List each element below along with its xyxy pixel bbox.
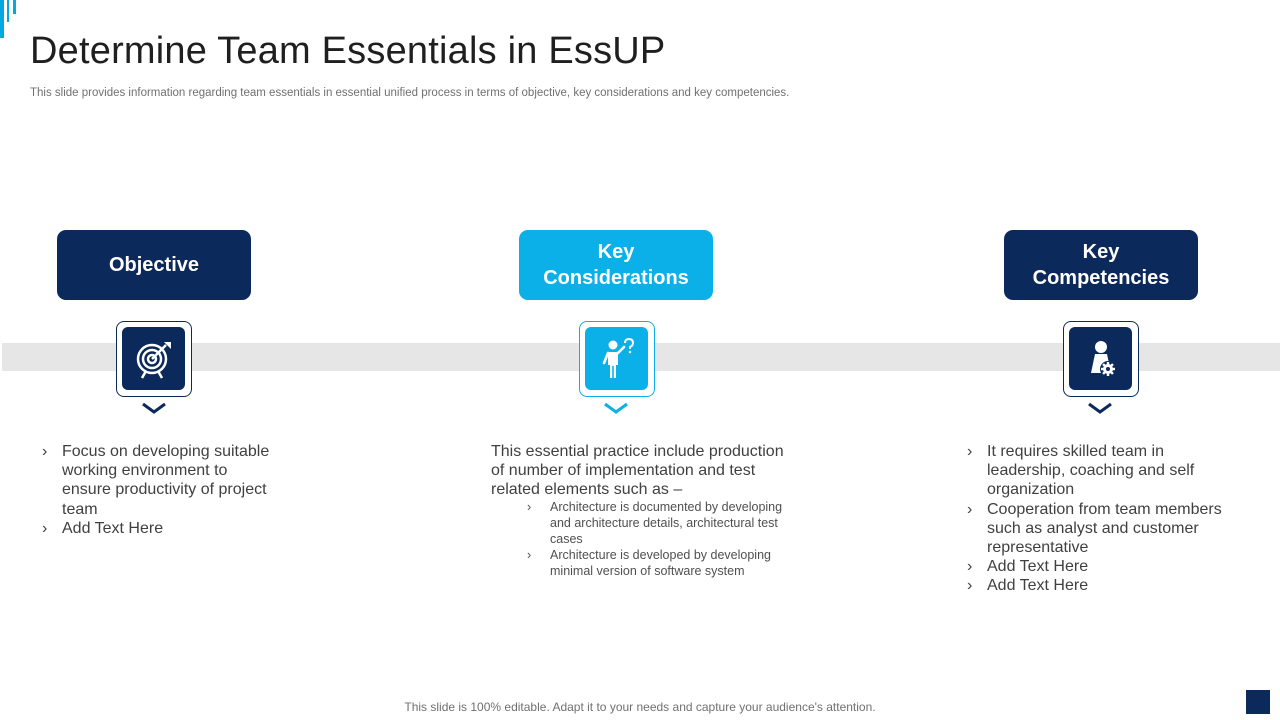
slide-subtitle: This slide provides information regarding team essentials in essential unified process in terms of objective, key considerations and key competencies.: [30, 87, 790, 99]
list-item: › Cooperation from team members such as analyst and customer representative: [967, 500, 1237, 558]
objective-header: [57, 230, 251, 300]
chevron-down-icon: [141, 402, 167, 416]
considerations-header-line2: Considerations: [543, 267, 689, 289]
considerations-icon-frame: [579, 321, 655, 397]
chevron-down-icon: [603, 402, 629, 416]
competencies-icon-frame: [1063, 321, 1139, 397]
accent-bars: [0, 0, 20, 40]
list-item: › Add Text Here: [967, 557, 1237, 576]
considerations-subbullets: [527, 499, 789, 579]
list-item: › Focus on developing suitable working environment to ensure productivity of project team: [42, 442, 277, 519]
objective-icon-frame: [116, 321, 192, 397]
objective-bullets: [42, 442, 277, 538]
considerations-paragraph: This essential practice include production of number of implementation and test related elements such as –: [491, 443, 784, 499]
considerations-header: [519, 230, 713, 300]
objective-header-label: Objective: [108, 254, 200, 276]
corner-square: [1246, 690, 1270, 714]
person-question-icon: [585, 327, 648, 390]
chevron-down-icon: [1087, 402, 1113, 416]
person-gear-icon: [1069, 327, 1132, 390]
slide-footer: This slide is 100% editable. Adapt it to your needs and capture your audience's attention.: [404, 700, 876, 714]
list-item: › Add Text Here: [967, 576, 1237, 595]
competencies-bullets: [967, 442, 1237, 596]
competencies-header: [1004, 230, 1198, 300]
target-icon: [122, 327, 185, 390]
competencies-header-line1: Key: [1082, 241, 1120, 263]
competencies-header-line2: Competencies: [1032, 267, 1170, 289]
list-item: › It requires skilled team in leadership, coaching and self organization: [967, 442, 1237, 500]
slide-title: Determine Team Essentials in EssUP: [30, 30, 666, 72]
considerations-header-line1: Key: [597, 241, 635, 263]
list-item: › Add Text Here: [42, 519, 277, 538]
list-item: › Architecture is documented by developing and architecture details, architectural test cases: [527, 499, 789, 547]
list-item: › Architecture is developed by developing minimal version of software system: [527, 547, 789, 579]
